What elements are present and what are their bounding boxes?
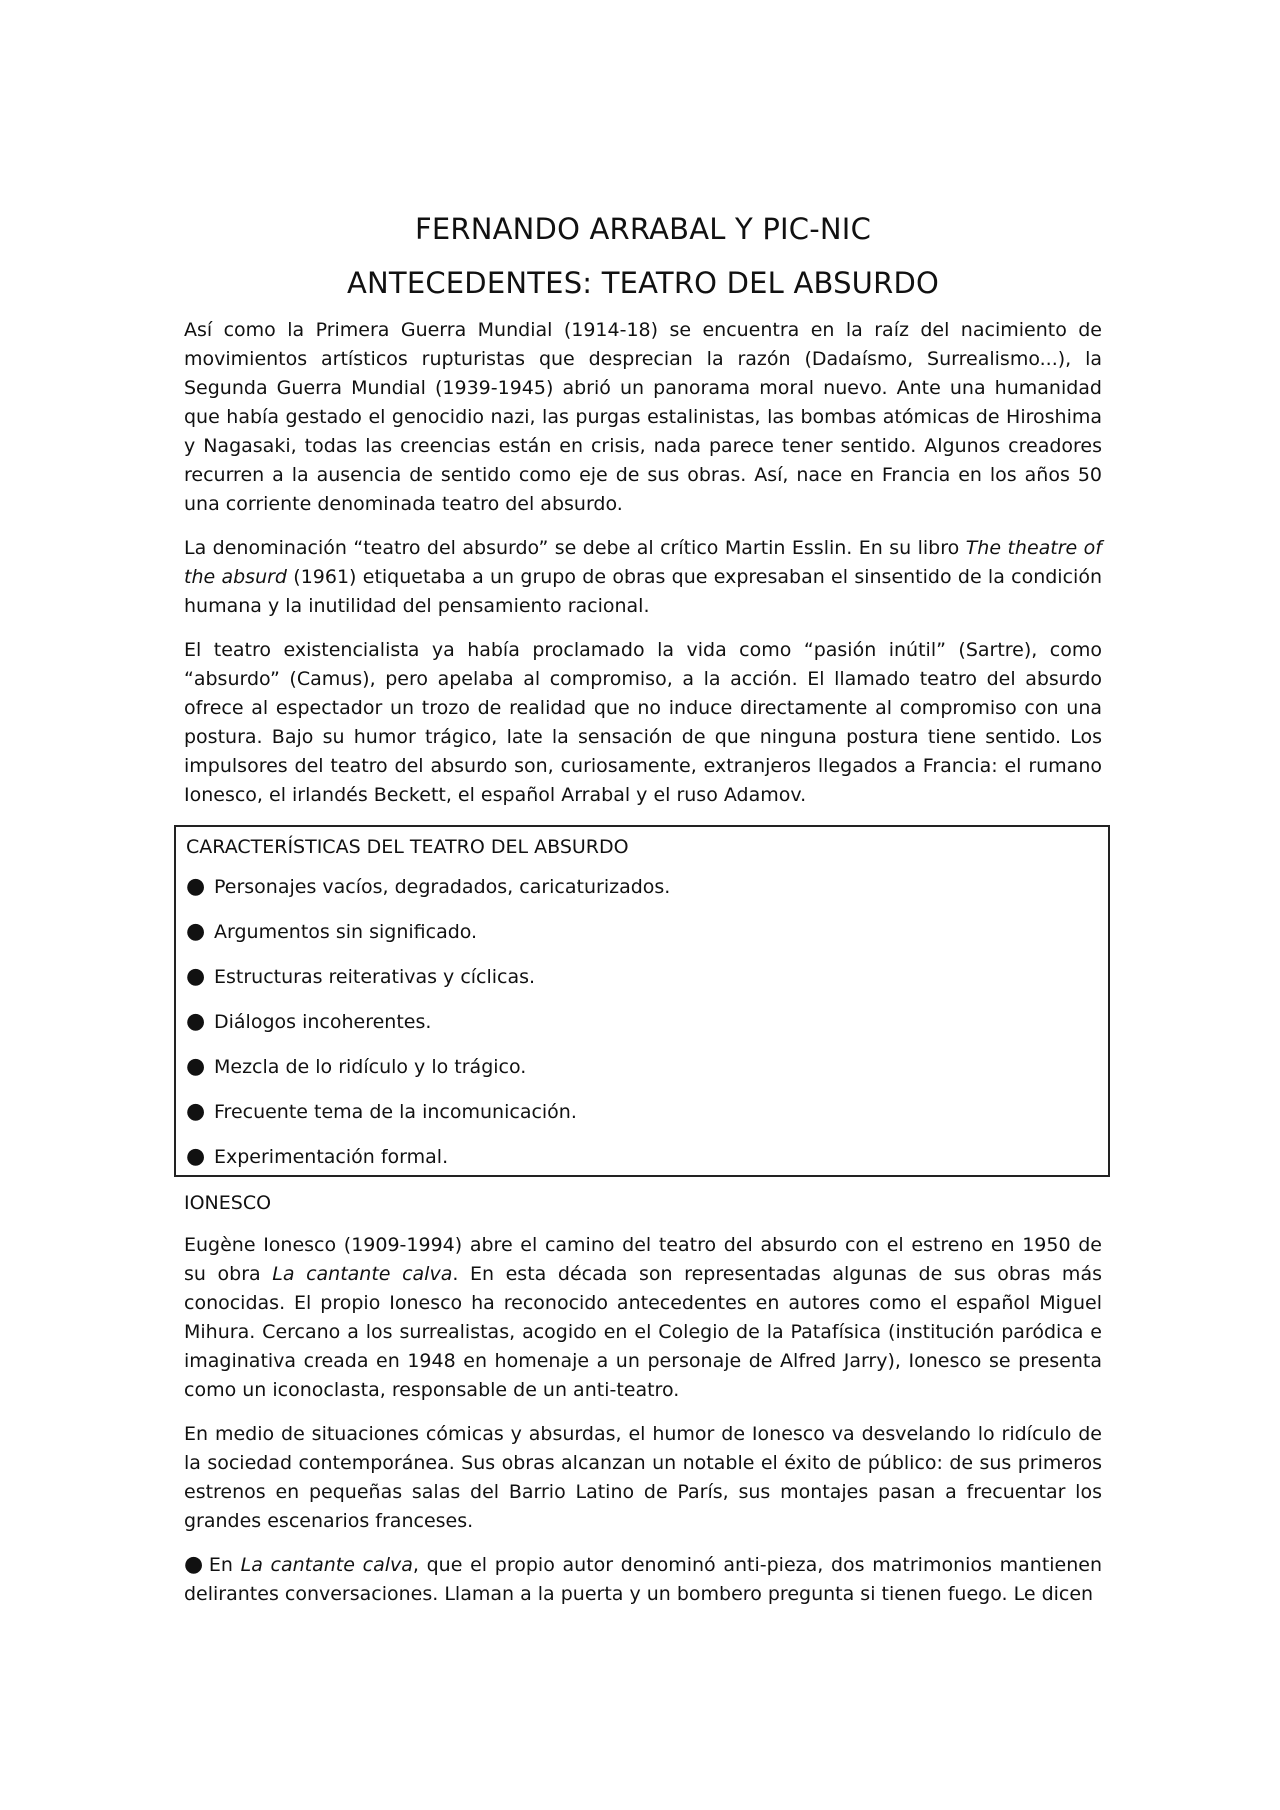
work-title-la-cantante-calva: La cantante calva — [272, 1263, 453, 1285]
document-page — [184, 212, 1102, 1624]
paragraph-intro-2-text-a: La denominación “teatro del absurdo” se debe al crítico Martin Esslin. En su libro — [184, 537, 966, 559]
bullet-icon: ● — [186, 1099, 206, 1124]
paragraph-intro-1: Así como la Primera Guerra Mundial (1914-18) se encuentra en la raíz del nacimiento de movimientos artísticos rupturistas que desprecian la razón (Dadaísmo, Surrealismo...), la Segunda Guerra Mundial (1939-1945) abrió un panorama moral nuevo. Ante una humanidad que había gestado el genocidio nazi, las purgas estalinistas, las bombas atómicas de Hiroshima y Nagasaki, todas las creencias están en crisis, nada parece tener sentido. Algunos creadores recurren a la ausencia de sentido como eje de sus obras. Así, nace en Francia en los años 50 una corriente denominada teatro del absurdo. — [184, 319, 1102, 515]
characteristic-item — [186, 1143, 1098, 1171]
paragraph-intro-2 — [184, 534, 1102, 621]
section-heading-ionesco: IONESCO — [184, 1192, 272, 1214]
paragraph-intro-3: El teatro existencialista ya había proclamado la vida como “pasión inútil” (Sartre), como “absurdo” (Camus), pero apelaba al compromiso, a la acción. El llamado teatro del absurdo ofrece al espectador un trozo de realidad que no induce directamente al compromiso con una postura. Bajo su humor trágico, late la sensación de que ninguna postura tiene sentido. Los impulsores del teatro del absurdo son, curiosamente, extranjeros llegados a Francia: el rumano Ionesco, el irlandés Beckett, el español Arrabal y el ruso Adamov. — [184, 639, 1102, 806]
paragraph-intro-2-text-c: (1961) etiquetaba a un grupo de obras que expresaban el sinsentido de la condición humana y la inutilidad del pensamiento racional. — [184, 566, 1102, 617]
bullet-icon: ● — [186, 919, 206, 944]
paragraph-ionesco-1 — [184, 1231, 1102, 1405]
paragraph-ionesco-3-text-a: En — [208, 1554, 241, 1576]
characteristic-item — [186, 1098, 1098, 1126]
characteristic-text: Frecuente tema de la incomunicación. — [214, 1101, 577, 1123]
characteristic-item — [186, 1053, 1098, 1081]
document-title: FERNANDO ARRABAL Y PIC-NIC — [414, 212, 872, 246]
characteristic-item — [186, 963, 1098, 991]
work-title-la-cantante-calva: La cantante calva — [240, 1554, 413, 1576]
characteristic-item — [186, 873, 1098, 901]
bullet-icon: ● — [186, 1054, 206, 1079]
characteristic-text: Diálogos incoherentes. — [214, 1011, 432, 1033]
bullet-icon: ● — [186, 1009, 206, 1034]
characteristic-item — [186, 918, 1098, 946]
bullet-icon: ● — [186, 874, 206, 899]
characteristic-text: Estructuras reiterativas y cíclicas. — [214, 966, 536, 988]
paragraph-ionesco-1-text-c: . En esta década son representadas algunas de sus obras más conocidas. El propio Ionesco ha reconocido antecedentes en autores como el español Miguel Mihura. Cercano a los surrealistas, acogido en el Colegio de la Patafísica (institución paródica e imaginativa creada en 1948 en homenaje a un personaje de Alfred Jarry), Ionesco se presenta como un iconoclasta, responsable de un anti-teatro. — [184, 1263, 1102, 1401]
paragraph-ionesco-3 — [184, 1551, 1102, 1609]
bullet-icon: ● — [186, 964, 206, 989]
book-title-theatre-of-the-absurd: The theatre of the absurd — [184, 537, 1102, 588]
paragraph-ionesco-1-text-a: Eugène Ionesco (1909-1994) abre el camino del teatro del absurdo con el estreno en 1950 de su obra — [184, 1234, 1102, 1285]
bullet-icon: ● — [184, 1552, 205, 1577]
paragraph-ionesco-3-text-c: , que el propio autor denominó anti-pieza, dos matrimonios mantienen delirantes conversaciones. Llaman a la puerta y un bombero pregunta si tienen fuego. Le dicen — [184, 1554, 1103, 1605]
bullet-icon: ● — [186, 1144, 206, 1169]
characteristic-text: Mezcla de lo ridículo y lo trágico. — [214, 1056, 527, 1078]
characteristics-title: CARACTERÍSTICAS DEL TEATRO DEL ABSURDO — [186, 836, 629, 858]
section-heading-antecedentes: ANTECEDENTES: TEATRO DEL ABSURDO — [346, 266, 940, 300]
paragraph-ionesco-2: En medio de situaciones cómicas y absurdas, el humor de Ionesco va desvelando lo ridículo de la sociedad contemporánea. Sus obras alcanzan un notable el éxito de público: de sus primeros estrenos en pequeñas salas del Barrio Latino de París, sus montajes pasan a frecuentar los grandes escenarios franceses. — [184, 1423, 1102, 1532]
characteristic-text: Argumentos sin significado. — [214, 921, 478, 943]
characteristic-text: Personajes vacíos, degradados, caricaturizados. — [214, 876, 671, 898]
characteristic-item — [186, 1008, 1098, 1036]
characteristics-box — [174, 825, 1110, 1177]
characteristic-text: Experimentación formal. — [214, 1146, 449, 1168]
